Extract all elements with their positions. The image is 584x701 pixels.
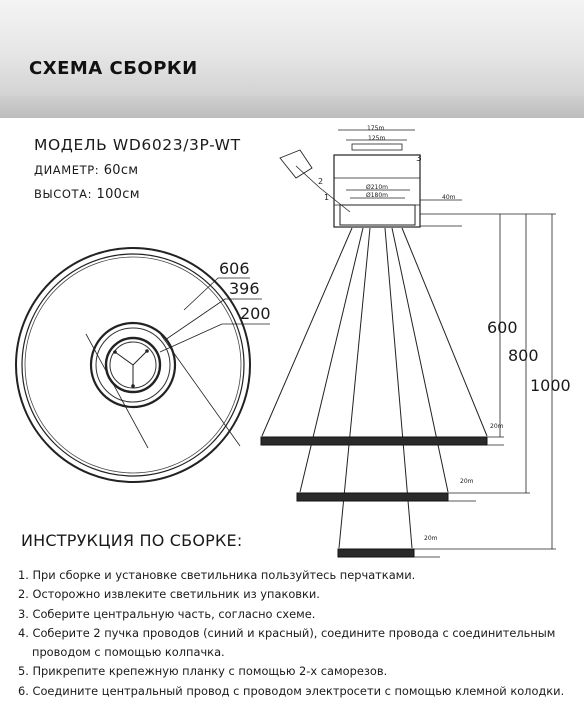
instructions-list [18,566,584,701]
instruction-item: 5. Прикрепите крепежную планку с помощью 2-х саморезов. [18,664,388,679]
canopy-dim-40: 40m [442,194,456,201]
dim-396: 396 [229,279,260,298]
ring3-dim: 20m [424,535,438,542]
instruction-item: 2. Осторожно извлеките светильник из упаковки. [18,587,320,602]
height-600: 600 [487,318,518,337]
diameter-value: 60см [103,163,139,178]
page-title: СХЕМА СБОРКИ [29,58,198,79]
dim-606: 606 [219,259,250,278]
height-1000: 1000 [530,376,571,395]
height-800: 800 [508,346,539,365]
instruction-item-continuation: проводом с помощью колпачка. [32,645,225,660]
diameter-label: ДИАМЕТР: [34,163,100,177]
height-value: 100см [96,187,140,202]
instructions-title: ИНСТРУКЦИЯ ПО СБОРКЕ: [21,531,243,550]
canopy-dim-210: Ø210m [366,184,389,191]
instruction-item: 1. При сборке и установке светильника пользуйтесь перчатками. [18,568,416,582]
instruction-item: 3. Соберите центральную часть, согласно схеме. [18,606,316,621]
ring2-dim: 20m [460,478,474,485]
canopy-part-2: 2 [318,177,324,186]
model-name: МОДЕЛЬ WD6023/3P-WT [34,136,241,154]
canopy-dim-125: 125m [368,135,386,142]
dim-200: 200 [240,304,271,323]
instruction-item: 6. Соедините центральный провод с проводом электросети с помощью клемной колодки. [18,683,565,698]
canopy-dim-180: Ø180m [366,192,389,199]
canopy-dim-175: 175m [367,125,385,132]
canopy-part-1: 1 [324,193,330,202]
height-label: ВЫСОТА: [34,187,93,201]
canopy-part-3: 3 [416,154,422,164]
instruction-item: 4. Соберите 2 пучка проводов (синий и красный), соедините провода с соединительным [18,625,556,640]
ring1-dim: 20m [490,423,504,430]
